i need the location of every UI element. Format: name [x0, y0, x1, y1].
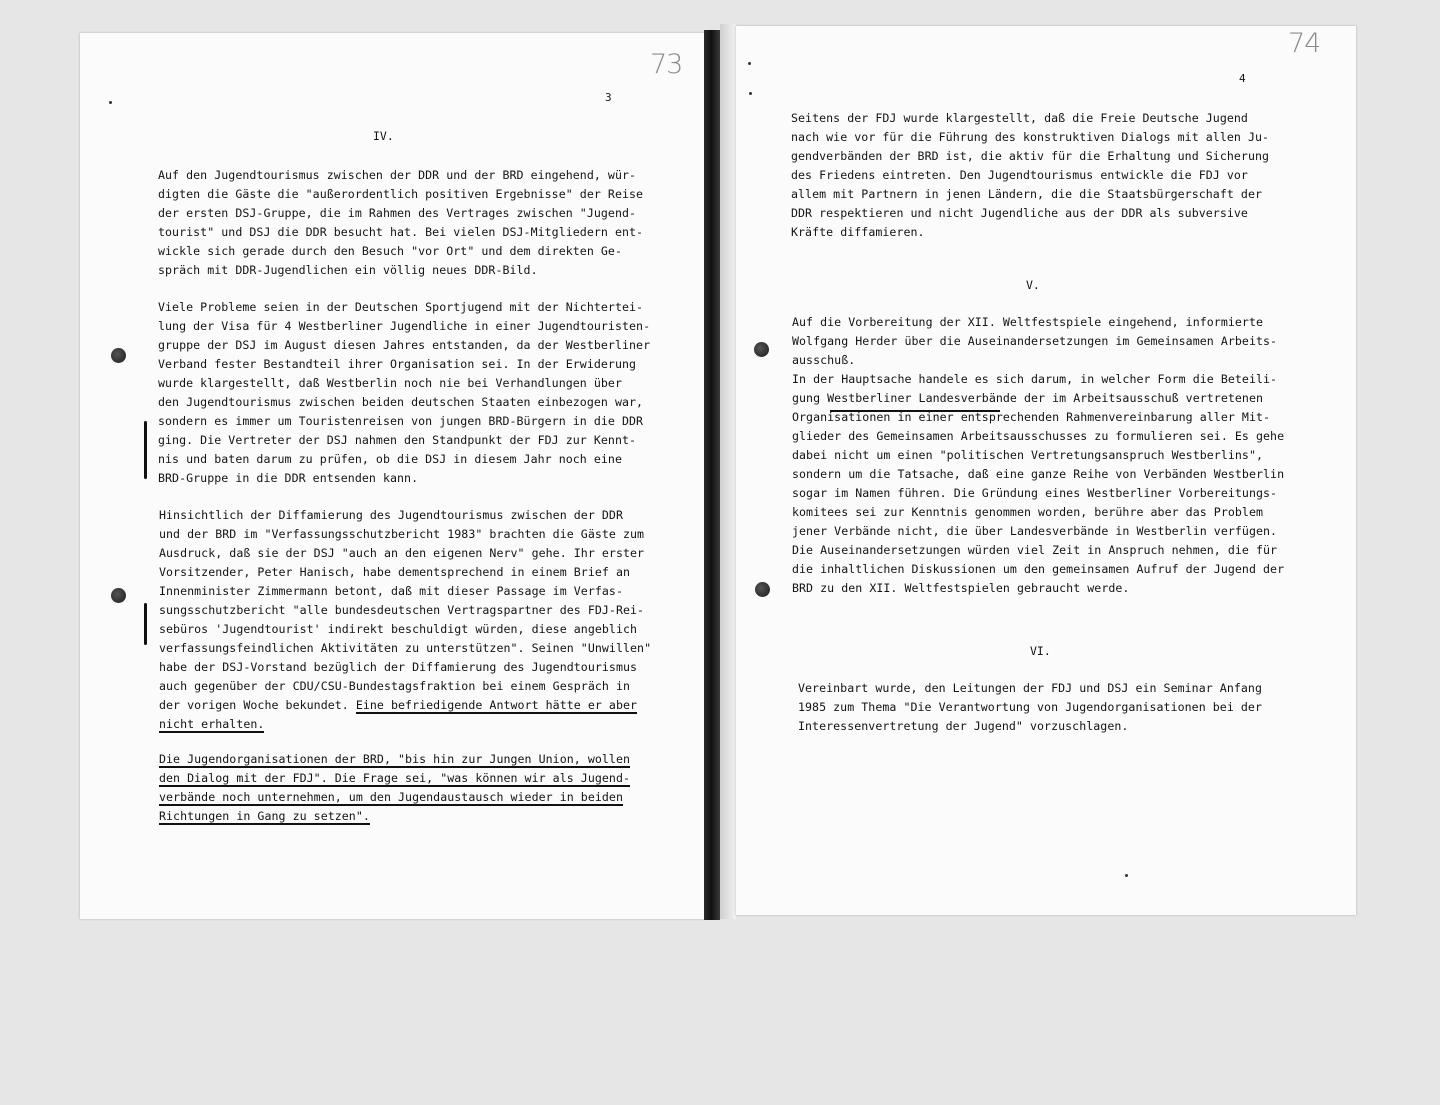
text-line: digten die Gäste die "außerordentlich positiven Ergebnisse" der Reise: [158, 187, 644, 201]
margin-mark: [144, 603, 147, 645]
text-line: sungsschutzbericht "alle bundesdeutschen Vertragspartner des FDJ-Rei-: [159, 603, 645, 617]
punch-hole: [111, 588, 126, 603]
text-line: des Friedens eintreten. Den Jugendtourismus entwickle die FDJ vor: [791, 168, 1248, 182]
text-line: Hinsichtlich der Diffamierung des Jugendtourismus zwischen der DDR: [159, 508, 623, 522]
paragraph: [798, 679, 1262, 736]
underlined-text: verbände noch unternehmen, um den Jugendaustausch wieder in beiden: [159, 790, 623, 804]
page-number: 3: [605, 91, 612, 104]
text-line: den Jugendtourismus zwischen beiden deutschen Staaten einbezogen war,: [158, 395, 644, 409]
text-line: komitees sei zur Kenntnis genommen worden, berühre aber das Problem: [792, 505, 1264, 519]
text-line: [159, 696, 651, 715]
text-line: Organisationen in einer entsprechenden Rahmenvereinbarung aller Mit-: [792, 410, 1271, 424]
text-line: dabei nicht um einen "politischen Vertretungsanspruch Westberlins",: [792, 448, 1264, 462]
underlined-text: den Dialog mit der FDJ". Die Frage sei, "was können wir als Jugend-: [159, 771, 631, 785]
text-line: verfassungsfeindlichen Aktivitäten zu unterstützen". Seinen "Unwillen": [159, 641, 652, 655]
text-line: ausschuß.: [792, 353, 856, 367]
text-line: BRD-Gruppe in die DDR entsenden kann.: [158, 471, 419, 485]
underlined-text: Eine befriedigende Antwort hätte er aber: [355, 698, 638, 712]
text-line: wickle sich gerade durch den Besuch "vor Ort" und dem direkten Ge-: [158, 244, 622, 258]
paragraph: [158, 166, 643, 280]
text-line: gendverbänden der BRD ist, die aktiv für die Erhaltung und Sicherung: [791, 149, 1270, 163]
text-line: 1985 zum Thema "Die Verantwortung von Jugendorganisationen bei der: [798, 700, 1262, 714]
text-line: Viele Probleme seien in der Deutschen Sportjugend mit der Nichtertei-: [158, 300, 644, 314]
page-number: 4: [1239, 72, 1246, 85]
speck: [748, 62, 751, 65]
text-line: Auf die Vorbereitung der XII. Weltfestspiele eingehend, informierte: [792, 315, 1264, 329]
left-page: [80, 33, 706, 919]
text-line: Vorsitzender, Peter Hanisch, habe dementsprechend in einem Brief an: [159, 565, 631, 579]
text-line: Interessenvertretung der Jugend" vorzuschlagen.: [798, 719, 1129, 733]
text-line: Vereinbart wurde, den Leitungen der FDJ und DSJ ein Seminar Anfang: [798, 681, 1262, 695]
text-line: nis und baten darum zu prüfen, ob die DSJ in diesem Jahr noch eine: [158, 452, 622, 466]
text-line: sogar im Namen führen. Die Gründung eines Westberliner Vorbereitungs-: [792, 486, 1278, 500]
speck: [1125, 874, 1128, 877]
text-line: sondern um die Tatsache, daß eine ganze Reihe von Verbänden Westberlin: [792, 467, 1285, 481]
text-line: BRD zu den XII. Weltfestspielen gebraucht werde.: [792, 581, 1130, 595]
punch-hole: [755, 582, 770, 597]
folio-number: 73: [650, 49, 683, 80]
underlined-text: Die Jugendorganisationen der BRD, "bis hin zur Jungen Union, wollen: [159, 752, 631, 766]
underline-mark: [830, 410, 1000, 412]
paragraph: [158, 298, 650, 488]
speck: [749, 92, 752, 95]
text-line: Auf den Jugendtourismus zwischen der DDR und der BRD eingehend, wür-: [158, 168, 637, 182]
text-line: sebüros 'Jugendtourist' indirekt beschuldigt würden, diese angeblich: [159, 622, 638, 636]
text-line: spräch mit DDR-Jugendlichen ein völlig neues DDR-Bild.: [158, 263, 538, 277]
section-heading: V.: [1026, 278, 1040, 292]
section-heading: IV.: [373, 129, 394, 143]
text-line: habe der DSJ-Vorstand bezüglich der Diffamierung des Jugendtourismus: [159, 660, 638, 674]
text-line: der ersten DSJ-Gruppe, die im Rahmen des Vertrages zwischen "Jugend-: [158, 206, 637, 220]
text-line: jener Verbände nicht, die über Landesverbände in Westberlin verfügen.: [792, 524, 1278, 538]
text-line: [159, 807, 630, 826]
punch-hole: [754, 342, 769, 357]
binding-shadow: [704, 30, 720, 920]
text-line: [159, 788, 630, 807]
text-line: [159, 715, 651, 734]
underlined-text: Richtungen in Gang zu setzen".: [159, 809, 370, 823]
text-line: wurde klargestellt, daß Westberlin noch nie bei Verhandlungen über: [158, 376, 622, 390]
margin-mark: [144, 421, 147, 479]
folio-number: 74: [1288, 28, 1321, 59]
text-line: gung Westberliner Landesverbände der im Arbeitsausschuß vertretenen: [792, 391, 1264, 405]
text-line: lung der Visa für 4 Westberliner Jugendliche in einer Jugendtouristen-: [158, 319, 651, 333]
text-line: DDR respektieren und nicht Jugendliche aus der DDR als subversive: [791, 206, 1248, 220]
paragraph: [159, 506, 651, 734]
text-line: Kräfte diffamieren.: [791, 225, 925, 239]
text-line: Seitens der FDJ wurde klargestellt, daß die Freie Deutsche Jugend: [791, 111, 1248, 125]
text-line: auch gegenüber der CDU/CSU-Bundestagsfraktion bei einem Gespräch in: [159, 679, 631, 693]
right-page: [736, 26, 1356, 915]
text-line: [159, 750, 630, 769]
text-line: ging. Die Vertreter der DSJ nahmen den Standpunkt der FDJ zur Kennt-: [158, 433, 637, 447]
section-heading: VI.: [1030, 644, 1051, 658]
text-line: Ausdruck, daß sie der DSJ "auch an den eigenen Nerv" gehe. Ihr erster: [159, 546, 645, 560]
text-line: Wolfgang Herder über die Auseinandersetzungen im Gemeinsamen Arbeits-: [792, 334, 1278, 348]
text-line: die inhaltlichen Diskussionen um den gemeinsamen Aufruf der Jugend der: [792, 562, 1285, 576]
page-gutter: [720, 24, 736, 919]
text-line: und der BRD im "Verfassungsschutzbericht 1983" brachten die Gäste zum: [159, 527, 645, 541]
underlined-text: nicht erhalten.: [159, 717, 265, 731]
text-line: glieder des Gemeinsamen Arbeitsausschusses zu formulieren sei. Es gehe: [792, 429, 1285, 443]
speck: [109, 101, 112, 104]
text-line: nach wie vor für die Führung des konstruktiven Dialogs mit allen Ju-: [791, 130, 1270, 144]
text-line: Verband fester Bestandteil ihrer Organisation sei. In der Erwiderung: [158, 357, 637, 371]
text-line: gruppe der DSJ im August diesen Jahres entstanden, da der Westberliner: [158, 338, 651, 352]
text-line: In der Hauptsache handele es sich darum, in welcher Form die Beteili-: [792, 372, 1278, 386]
text-span: der vorigen Woche bekundet.: [159, 698, 349, 712]
text-line: Die Auseinandersetzungen würden viel Zeit in Anspruch nehmen, die für: [792, 543, 1278, 557]
paragraph-underlined: [159, 750, 630, 826]
text-line: [159, 769, 630, 788]
text-line: Innenminister Zimmermann betont, daß mit dieser Passage im Verfas-: [159, 584, 623, 598]
text-line: sondern es immer um Touristenreisen von jungen BRD-Bürgern in die DDR: [158, 414, 644, 428]
paragraph: [791, 109, 1269, 242]
punch-hole: [111, 348, 126, 363]
text-line: tourist" und DSJ die DDR besucht hat. Bei vielen DSJ-Mitgliedern ent-: [158, 225, 644, 239]
text-line: allem mit Partnern in jenen Ländern, die die Staatsbürgerschaft der: [791, 187, 1263, 201]
paragraph: [792, 313, 1284, 598]
